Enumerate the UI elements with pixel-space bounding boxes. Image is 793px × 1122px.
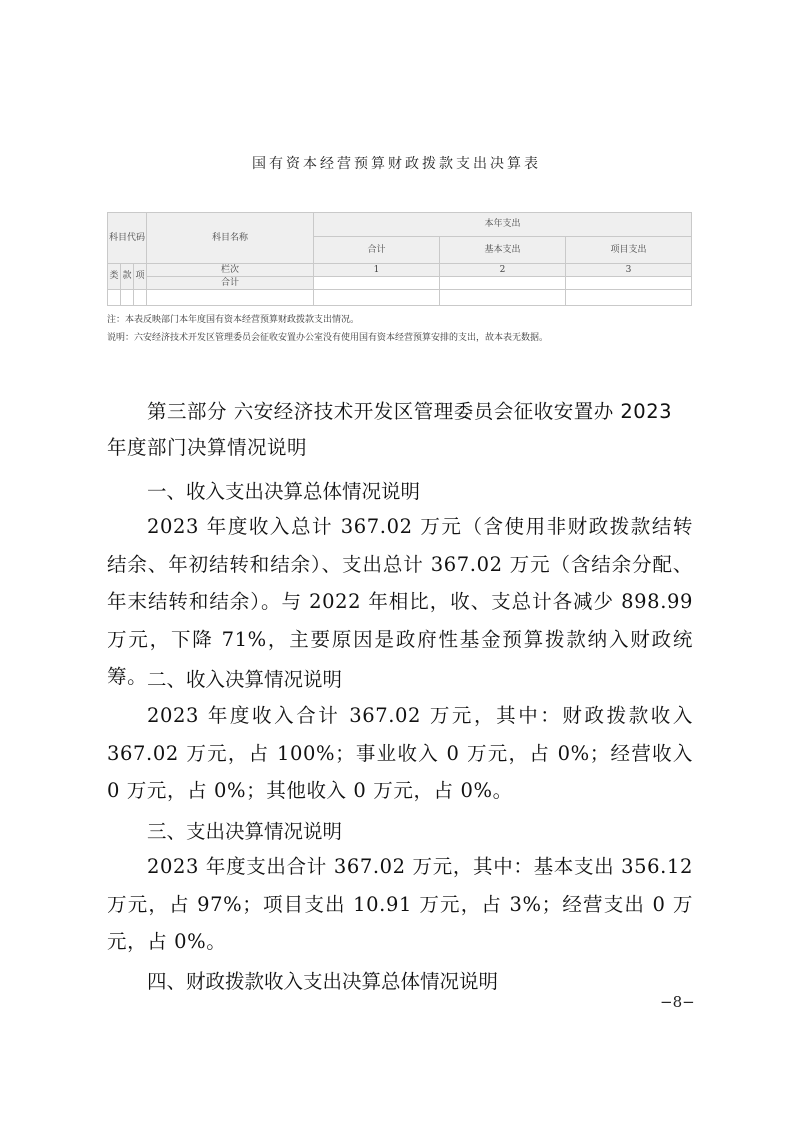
table-explanation: 说明：六安经济技术开发区管理委员会征收安置办公室没有使用国有资本经营预算安排的支出，故本表无数据。 — [107, 333, 549, 343]
total-row-label: 合计 — [147, 277, 314, 290]
subject-name-header: 科目名称 — [147, 213, 314, 264]
subject-code-header: 科目代码 — [108, 213, 147, 264]
table-note: 注：本表反映部门本年度国有资本经营预算财政拨款支出情况。 — [107, 315, 360, 325]
empty-cell — [108, 290, 121, 306]
empty-cell — [134, 290, 147, 306]
section-header: 款 — [121, 264, 134, 290]
item-header: 项 — [134, 264, 147, 290]
section-heading-1: 一、收入支出决算总体情况说明 — [147, 480, 421, 503]
section-heading-3: 三、支出决算情况说明 — [147, 820, 343, 843]
basic-expense-column-header: 基本支出 — [440, 237, 566, 264]
section-paragraph-2: 2023 年度收入合计 367.02 万元，其中：财政拨款收入 367.02 万元，占 100%；事业收入 0 万元，占 0%；经营收入 0 万元，占 0%；其他收入 0 万元，占 0%。 — [107, 704, 693, 802]
part-heading: 第三部分 六安经济技术开发区管理委员会征收安置办 2023 年度部门决算情况说明 — [107, 400, 673, 459]
column-number-2: 2 — [440, 264, 566, 277]
empty-cell — [566, 290, 692, 306]
total-column-header: 合计 — [314, 237, 440, 264]
column-number-1: 1 — [314, 264, 440, 277]
class-header: 类 — [108, 264, 121, 290]
table-title: 国有资本经营预算财政拨款支出决算表 — [252, 156, 541, 172]
empty-cell — [147, 290, 314, 306]
total-row-cell — [566, 277, 692, 290]
total-row-cell — [314, 277, 440, 290]
total-row-cell — [440, 277, 566, 290]
empty-cell — [440, 290, 566, 306]
section-paragraph-1: 2023 年度收入总计 367.02 万元（含使用非财政拨款结转结余、年初结转和结余）、支出总计 367.02 万元（含结余分配、年末结转和结余）。与 2022 年相比，收、支总计各减少 898.99 万元，下降 71%，主要原因是政府性基金预算拨款纳入财政统筹。 — [107, 515, 693, 688]
section-heading-4: 四、财政拨款收入支出决算总体情况说明 — [147, 970, 499, 993]
column-order-label: 栏次 — [147, 264, 314, 277]
page-number: −8− — [660, 993, 695, 1011]
empty-cell — [314, 290, 440, 306]
section-paragraph-3: 2023 年度支出合计 367.02 万元，其中：基本支出 356.12 万元，占 97%；项目支出 10.91 万元，占 3%；经营支出 0 万元，占 0%。 — [107, 855, 693, 953]
section-heading-2: 二、收入决算情况说明 — [147, 668, 343, 691]
current-year-expense-header: 本年支出 — [314, 213, 692, 237]
column-number-3: 3 — [566, 264, 692, 277]
budget-table — [107, 212, 692, 306]
empty-cell — [121, 290, 134, 306]
project-expense-column-header: 项目支出 — [566, 237, 692, 264]
